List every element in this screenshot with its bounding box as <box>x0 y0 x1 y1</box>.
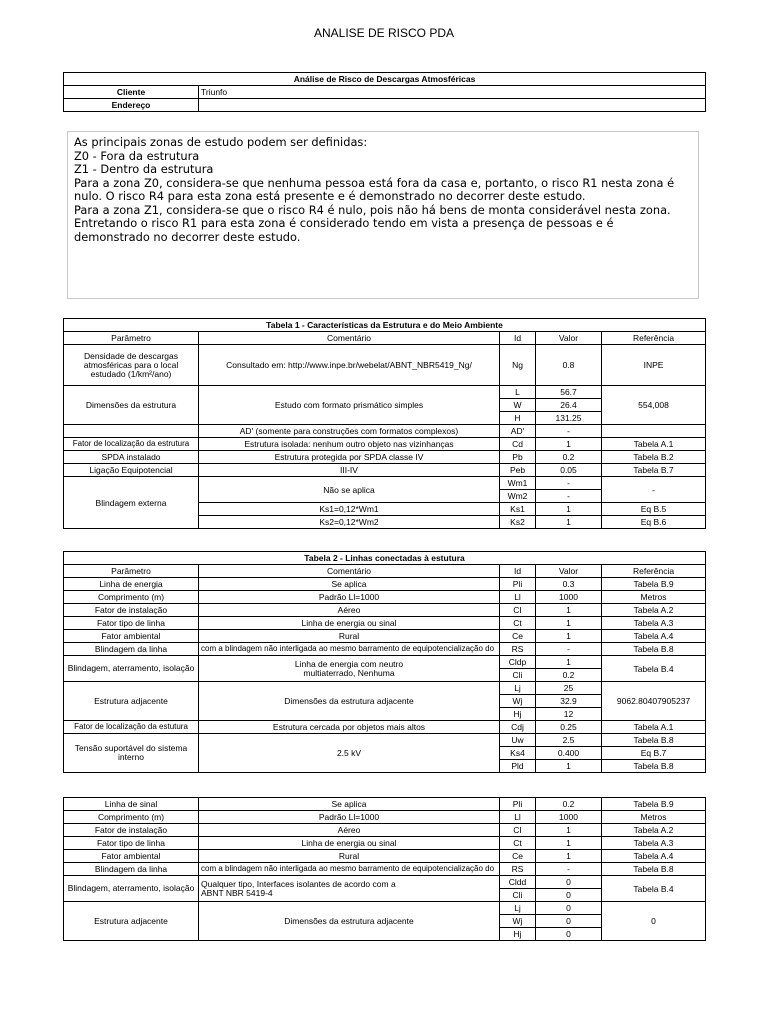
ad-comment: AD' (somente para construções com formatos complexos) <box>199 425 500 438</box>
table-2-header-row <box>64 565 706 578</box>
energy-uw-ref: Tabela B.8 <box>602 734 706 747</box>
table-row <box>64 591 706 604</box>
energy-voltage-param: Tensão suportável do sistema interno <box>64 734 199 773</box>
energy-wj-id: Wj <box>500 695 536 708</box>
table-row <box>64 617 706 630</box>
energy-length-param: Comprimento (m) <box>64 591 199 604</box>
intro-line: Para a zona Z1, considera-se que o risco R4 é nulo, pois não há bens de monta considerável nesta zona. Entretando o risco R1 para esta zona é considerado tendo em vista a presença de pessoas e é demonstrado no decorrer deste estudo. <box>74 202 671 244</box>
table-1 <box>63 318 706 529</box>
signal-ground-id2: Cli <box>500 889 536 902</box>
energy-line-ref: Tabela B.9 <box>602 578 706 591</box>
signal-lj-value: 0 <box>536 902 602 915</box>
energy-ks4-ref: Eq B.7 <box>602 747 706 760</box>
location-comment: Estrutura isolada: nenhum outro objeto nas vizinhanças <box>199 438 500 451</box>
signal-adjacent-comment: Dimensões da estrutura adjacente <box>199 902 500 941</box>
ad-id: AD' <box>500 425 536 438</box>
energy-env-value: 1 <box>536 630 602 643</box>
col-header-ref: Referência <box>602 332 706 345</box>
energy-lj-value: 25 <box>536 682 602 695</box>
table-3 <box>63 797 706 941</box>
intro-line: Para a zona Z0, considera-se que nenhuma pessoa está fora da casa e, portanto, o risco R1 nesta zona é nulo. O risco R4 para esta zona está presente e é demonstrado no decorrer deste estudo. <box>74 175 675 203</box>
energy-ground-id1: Cldp <box>500 656 536 669</box>
equip-value: 0.05 <box>536 464 602 477</box>
energy-shield-id: RS <box>500 643 536 656</box>
table-row <box>64 837 706 850</box>
energy-env-param: Fator ambiental <box>64 630 199 643</box>
energy-install-comment: Aéreo <box>199 604 500 617</box>
wm1-id: Wm1 <box>500 477 536 490</box>
signal-adjacent-param: Estrutura adjacente <box>64 902 199 941</box>
energy-shield-param: Blindagem da linha <box>64 643 199 656</box>
col-header-value: Valor <box>536 565 602 578</box>
table-2 <box>63 551 706 773</box>
energy-length-comment: Padrão Ll=1000 <box>199 591 500 604</box>
energy-location-value: 0.25 <box>536 721 602 734</box>
energy-ground-id2: Cli <box>500 669 536 682</box>
energy-env-ref: Tabela A.4 <box>602 630 706 643</box>
signal-ground-value2: 0 <box>536 889 602 902</box>
spda-id: Pb <box>500 451 536 464</box>
ks1-value: 1 <box>536 503 602 516</box>
density-id: Ng <box>500 345 536 386</box>
table-1-title: Tabela 1 - Características da Estrutura e do Meio Ambiente <box>64 319 706 332</box>
signal-type-ref: Tabela A.3 <box>602 837 706 850</box>
location-ref: Tabela A.1 <box>602 438 706 451</box>
table-row <box>64 464 706 477</box>
col-header-param: Parâmetro <box>64 565 199 578</box>
energy-adjacent-param: Estrutura adjacente <box>64 682 199 721</box>
signal-lj-id: Lj <box>500 902 536 915</box>
spda-value: 0.2 <box>536 451 602 464</box>
client-label: Cliente <box>64 86 199 99</box>
dim-l-value: 56.7 <box>536 386 602 399</box>
table-row <box>64 811 706 824</box>
intro-textbox <box>67 131 699 299</box>
col-header-param: Parâmetro <box>64 332 199 345</box>
signal-length-value: 1000 <box>536 811 602 824</box>
equip-comment: III-IV <box>199 464 500 477</box>
header-table-title: Análise de Risco de Descargas Atmosféricas <box>64 73 706 86</box>
signal-line-comment: Se aplica <box>199 798 500 811</box>
spda-comment: Estrutura protegida por SPDA classe IV <box>199 451 500 464</box>
signal-type-value: 1 <box>536 837 602 850</box>
signal-line-value: 0.2 <box>536 798 602 811</box>
energy-install-param: Fator de instalação <box>64 604 199 617</box>
table-row <box>64 824 706 837</box>
energy-length-value: 1000 <box>536 591 602 604</box>
energy-type-comment: Linha de energia ou sinal <box>199 617 500 630</box>
density-comment: Consultado em: http://www.inpe.br/webelat/ABNT_NBR5419_Ng/ <box>199 345 500 386</box>
ks2-id: Ks2 <box>500 516 536 529</box>
signal-env-id: Ce <box>500 850 536 863</box>
signal-env-comment: Rural <box>199 850 500 863</box>
energy-voltage-comment: 2.5 kV <box>199 734 500 773</box>
intro-line: Z0 - Fora da estrutura <box>74 148 200 163</box>
col-header-id: Id <box>500 332 536 345</box>
dimensions-param: Dimensões da estrutura <box>64 386 199 425</box>
intro-line: Z1 - Dentro da estrutura <box>74 162 214 176</box>
header-table <box>63 72 706 112</box>
equip-ref: Tabela B.7 <box>602 464 706 477</box>
table-row <box>64 798 706 811</box>
table-row <box>64 477 706 490</box>
dimensions-comment: Estudo com formato prismático simples <box>199 386 500 425</box>
col-header-value: Valor <box>536 332 602 345</box>
location-param: Fator de localização da estrutura <box>64 438 199 451</box>
energy-wj-value: 32.9 <box>536 695 602 708</box>
signal-length-id: Ll <box>500 811 536 824</box>
dimensions-ref: 554,008 <box>602 386 706 425</box>
table-row <box>64 438 706 451</box>
signal-install-param: Fator de instalação <box>64 824 199 837</box>
signal-ground-comment: Qualquer tipo, Interfaces isolantes de acordo com a ABNT NBR 5419-4 <box>199 876 500 902</box>
energy-type-param: Fator tipo de linha <box>64 617 199 630</box>
wm2-value: - <box>536 490 602 503</box>
energy-ground-value2: 0.2 <box>536 669 602 682</box>
address-value <box>199 99 706 112</box>
energy-length-id: Ll <box>500 591 536 604</box>
energy-type-value: 1 <box>536 617 602 630</box>
ks2-value: 1 <box>536 516 602 529</box>
wm2-id: Wm2 <box>500 490 536 503</box>
table-row <box>64 850 706 863</box>
client-value: Triunfo <box>199 86 706 99</box>
energy-length-ref: Metros <box>602 591 706 604</box>
table-row <box>64 656 706 669</box>
signal-ground-param: Blindagem, aterramento, isolação <box>64 876 199 902</box>
signal-line-param: Linha de sinal <box>64 798 199 811</box>
ks1-ref: Eq B.5 <box>602 503 706 516</box>
energy-hj-id: Hj <box>500 708 536 721</box>
location-value: 1 <box>536 438 602 451</box>
table-row <box>64 682 706 695</box>
table-row <box>64 643 706 656</box>
energy-type-ref: Tabela A.3 <box>602 617 706 630</box>
signal-length-comment: Padrão Ll=1000 <box>199 811 500 824</box>
spda-ref: Tabela B.2 <box>602 451 706 464</box>
signal-type-comment: Linha de energia ou sinal <box>199 837 500 850</box>
shield-na-ref: - <box>602 477 706 503</box>
signal-type-param: Fator tipo de linha <box>64 837 199 850</box>
col-header-ref: Referência <box>602 565 706 578</box>
table-row <box>64 345 706 386</box>
signal-install-comment: Aéreo <box>199 824 500 837</box>
location-id: Cd <box>500 438 536 451</box>
energy-ks4-id: Ks4 <box>500 747 536 760</box>
table-row <box>64 386 706 399</box>
table-row <box>64 734 706 747</box>
table-row <box>64 604 706 617</box>
signal-type-id: Ct <box>500 837 536 850</box>
energy-pld-ref: Tabela B.8 <box>602 760 706 773</box>
density-param: Densidade de descargas atmosféricas para o local estudado (1/km²/ano) <box>64 345 199 386</box>
table-row <box>64 902 706 915</box>
equip-id: Peb <box>500 464 536 477</box>
signal-shield-comment: com a blindagem não interligada ao mesmo barramento de equipotencialização do <box>199 863 500 876</box>
col-header-id: Id <box>500 565 536 578</box>
energy-env-id: Ce <box>500 630 536 643</box>
signal-ground-value1: 0 <box>536 876 602 889</box>
density-ref: INPE <box>602 345 706 386</box>
table-row <box>64 451 706 464</box>
table-2-title: Tabela 2 - Linhas conectadas à estutura <box>64 552 706 565</box>
table-row <box>64 578 706 591</box>
energy-install-ref: Tabela A.2 <box>602 604 706 617</box>
energy-adjacent-ref: 9062.80407905237 <box>602 682 706 721</box>
signal-install-value: 1 <box>536 824 602 837</box>
intro-line: As principais zonas de estudo podem ser definidas: <box>74 135 368 149</box>
energy-pld-value: 1 <box>536 760 602 773</box>
col-header-comment: Comentário <box>199 332 500 345</box>
page-title: ANALISE DE RISCO PDA <box>313 26 455 40</box>
energy-line-comment: Se aplica <box>199 578 500 591</box>
energy-ground-comment: Linha de energia com neutro multiaterrado, Nenhuma <box>199 656 500 682</box>
energy-line-param: Linha de energia <box>64 578 199 591</box>
dim-h-value: 131.25 <box>536 412 602 425</box>
empty-cell <box>64 425 199 438</box>
signal-line-id: Pli <box>500 798 536 811</box>
ks1-comment: Ks1=0,12*Wm1 <box>199 503 500 516</box>
energy-hj-value: 12 <box>536 708 602 721</box>
energy-shield-value: - <box>536 643 602 656</box>
ks2-comment: Ks2=0,12*Wm2 <box>199 516 500 529</box>
signal-length-ref: Metros <box>602 811 706 824</box>
signal-shield-id: RS <box>500 863 536 876</box>
energy-ground-param: Blindagem, aterramento, isolação <box>64 656 199 682</box>
energy-uw-id: Uw <box>500 734 536 747</box>
energy-ground-ref: Tabela B.4 <box>602 656 706 682</box>
energy-lj-id: Lj <box>500 682 536 695</box>
energy-line-id: Pli <box>500 578 536 591</box>
signal-adjacent-ref: 0 <box>602 902 706 941</box>
dim-w-value: 26.4 <box>536 399 602 412</box>
signal-shield-param: Blindagem da linha <box>64 863 199 876</box>
spda-param: SPDA instalado <box>64 451 199 464</box>
energy-shield-ref: Tabela B.8 <box>602 643 706 656</box>
energy-uw-value: 2.5 <box>536 734 602 747</box>
wm1-value: - <box>536 477 602 490</box>
dim-h-id: H <box>500 412 536 425</box>
address-label: Endereço <box>64 99 199 112</box>
signal-hj-id: Hj <box>500 928 536 941</box>
col-header-comment: Comentário <box>199 565 500 578</box>
table-row <box>64 863 706 876</box>
signal-hj-value: 0 <box>536 928 602 941</box>
energy-adjacent-comment: Dimensões da estrutura adjacente <box>199 682 500 721</box>
energy-ground-value1: 1 <box>536 656 602 669</box>
table-row <box>64 425 706 438</box>
energy-location-id: Cdj <box>500 721 536 734</box>
signal-install-id: CI <box>500 824 536 837</box>
energy-install-value: 1 <box>536 604 602 617</box>
signal-ground-id1: Cldd <box>500 876 536 889</box>
signal-env-param: Fator ambiental <box>64 850 199 863</box>
empty-cell <box>602 425 706 438</box>
table-row <box>64 630 706 643</box>
signal-wj-value: 0 <box>536 915 602 928</box>
signal-install-ref: Tabela A.2 <box>602 824 706 837</box>
signal-line-ref: Tabela B.9 <box>602 798 706 811</box>
signal-env-ref: Tabela A.4 <box>602 850 706 863</box>
energy-env-comment: Rural <box>199 630 500 643</box>
energy-pld-id: Pld <box>500 760 536 773</box>
shield-param: Blindagem externa <box>64 477 199 529</box>
density-value: 0.8 <box>536 345 602 386</box>
ad-value: - <box>536 425 602 438</box>
shield-na-comment: Não se aplica <box>199 477 500 503</box>
signal-ground-ref: Tabela B.4 <box>602 876 706 902</box>
equip-param: Ligação Equipotencial <box>64 464 199 477</box>
energy-location-ref: Tabela A.1 <box>602 721 706 734</box>
signal-wj-id: Wj <box>500 915 536 928</box>
energy-ks4-value: 0.400 <box>536 747 602 760</box>
energy-install-id: CI <box>500 604 536 617</box>
table-row <box>64 721 706 734</box>
table-1-header-row <box>64 332 706 345</box>
ks2-ref: Eq B.6 <box>602 516 706 529</box>
ks1-id: Ks1 <box>500 503 536 516</box>
signal-shield-value: - <box>536 863 602 876</box>
table-row <box>64 876 706 889</box>
energy-line-value: 0.3 <box>536 578 602 591</box>
energy-type-id: Ct <box>500 617 536 630</box>
dim-w-id: W <box>500 399 536 412</box>
signal-shield-ref: Tabela B.8 <box>602 863 706 876</box>
signal-length-param: Comprimento (m) <box>64 811 199 824</box>
energy-location-param: Fator de localização da estutura <box>64 721 199 734</box>
energy-shield-comment: com a blindagem não interligada ao mesmo barramento de equipotencialização do <box>199 643 500 656</box>
signal-env-value: 1 <box>536 850 602 863</box>
dim-l-id: L <box>500 386 536 399</box>
energy-location-comment: Estrutura cercada por objetos mais altos <box>199 721 500 734</box>
